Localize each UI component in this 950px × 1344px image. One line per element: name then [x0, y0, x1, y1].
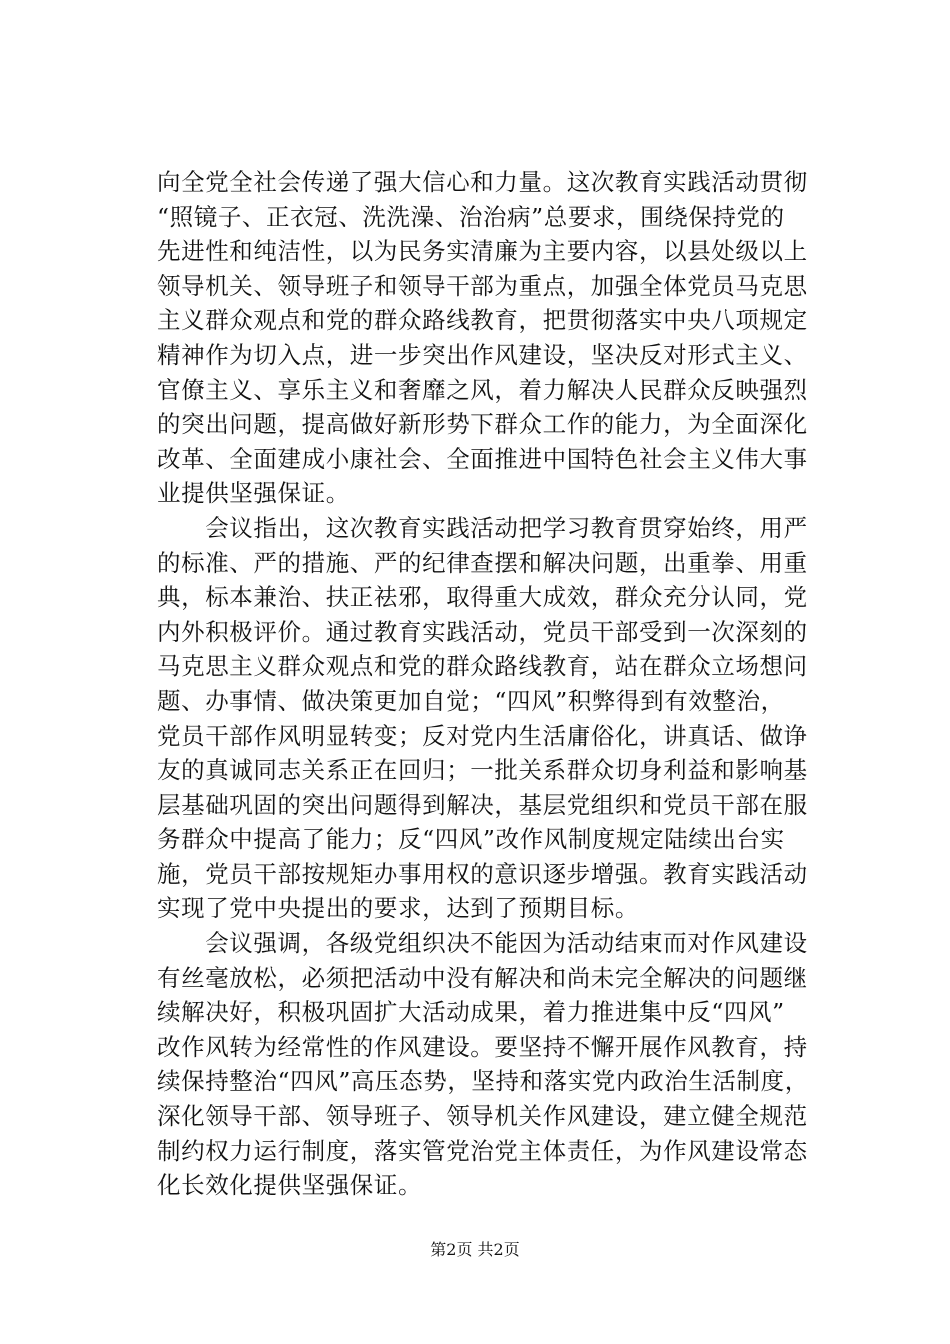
text-line: 先进性和纯洁性，以为民务实清廉为主要内容，以县处级以上 [157, 237, 808, 266]
page-number-footer: 第2页 共2页 [430, 1240, 520, 1259]
text-line: 马克思主义群众观点和党的群众路线教育，站在群众立场想问 [157, 652, 808, 681]
text-line: 领导机关、领导班子和领导干部为重点，加强全体党员马克思 [157, 271, 808, 300]
text-line: 有丝毫放松，必须把活动中没有解决和尚未完全解决的问题继 [157, 963, 808, 992]
text-line: 的突出问题，提高做好新形势下群众工作的能力，为全面深化 [157, 410, 808, 439]
text-line: 向全党全社会传递了强大信心和力量。这次教育实践活动贯彻 [157, 168, 808, 196]
text-line: 友的真诚同志关系正在回归；一批关系群众切身利益和影响基 [157, 756, 808, 785]
text-line: 施，党员干部按规矩办事用权的意识逐步增强。教育实践活动 [157, 859, 808, 888]
text-line: 务群众中提高了能力；反“四风”改作风制度规定陆续出台实 [157, 825, 785, 854]
text-line: 深化领导干部、领导班子、领导机关作风建设，建立健全规范 [157, 1102, 808, 1131]
text-line: 官僚主义、享乐主义和奢靡之风，着力解决人民群众反映强烈 [157, 375, 808, 404]
text-line: 续保持整治“四风”高压态势，坚持和落实党内政治生活制度， [157, 1067, 809, 1096]
text-line: 改作风转为经常性的作风建设。要坚持不懈开展作风教育，持 [157, 1032, 808, 1061]
text-line: 业提供坚强保证。 [157, 479, 350, 508]
body-text [157, 165, 807, 1203]
text-line: 制约权力运行制度，落实管党治党主体责任，为作风建设常态 [157, 1136, 808, 1165]
text-line: 党员干部作风明显转变；反对党内生活庸俗化，讲真话、做诤 [157, 721, 808, 750]
text-line: 的标准、严的措施、严的纪律查摆和解决问题，出重拳、用重 [157, 548, 808, 577]
text-line: 主义群众观点和党的群众路线教育，把贯彻落实中央八项规定 [157, 306, 808, 335]
text-line: 典，标本兼治、扶正祛邪，取得重大成效，群众充分认同，党 [157, 583, 808, 612]
text-line: 续解决好，积极巩固扩大活动成果，着力推进集中反“四风” [157, 998, 785, 1027]
text-line: 会议指出，这次教育实践活动把学习教育贯穿始终，用严 [157, 513, 808, 542]
text-line: 题、办事情、做决策更加自觉；“四风”积弊得到有效整治， [157, 686, 785, 715]
text-line: 化长效化提供坚强保证。 [157, 1171, 423, 1200]
text-line: “照镜子、正衣冠、洗洗澡、治治病”总要求，围绕保持党的 [157, 202, 785, 231]
text-line: 层基础巩固的突出问题得到解决，基层党组织和党员干部在服 [157, 790, 808, 819]
text-line: 精神作为切入点，进一步突出作风建设，坚决反对形式主义、 [157, 340, 808, 369]
text-line: 会议强调，各级党组织决不能因为活动结束而对作风建设 [157, 929, 808, 958]
text-line: 内外积极评价。通过教育实践活动，党员干部受到一次深刻的 [157, 617, 808, 646]
text-line: 实现了党中央提出的要求，达到了预期目标。 [157, 894, 639, 923]
text-line: 改革、全面建成小康社会、全面推进中国特色社会主义伟大事 [157, 444, 808, 473]
